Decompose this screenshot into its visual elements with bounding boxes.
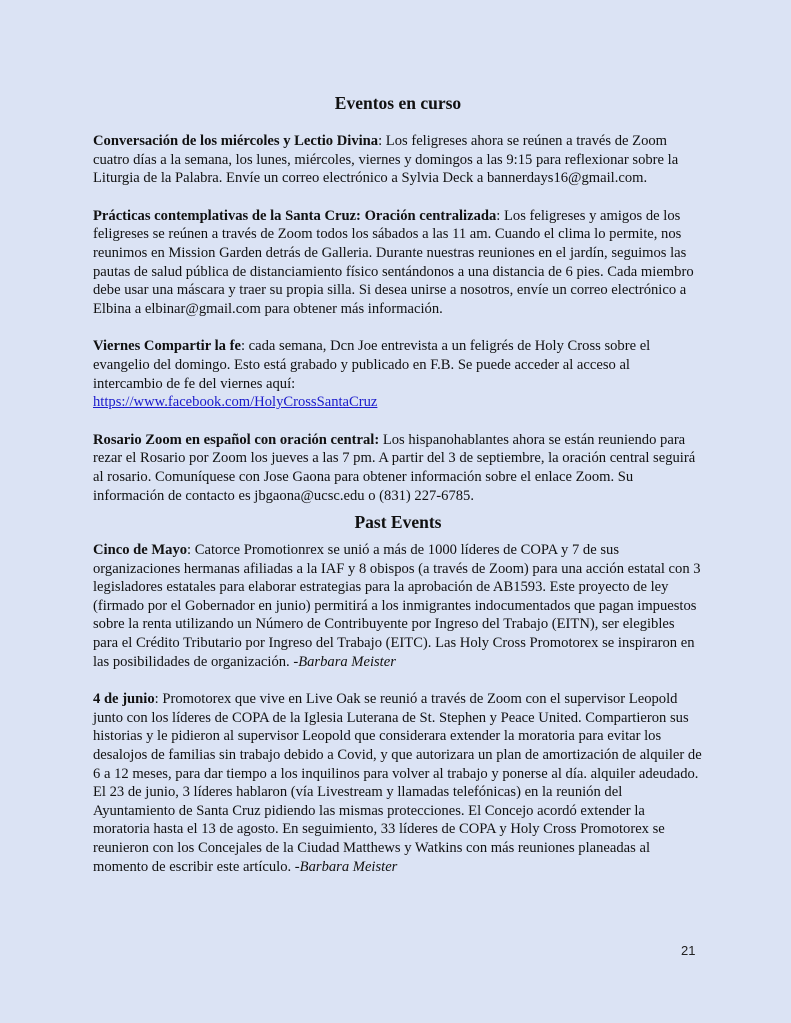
event-friday-faith-sharing: Viernes Compartir la fe: cada semana, Dcn Joe entrevista a un feligrés de Holy Cross sobre el evangelio del domingo. Esto está grabado y publicado en F.B. Se puede acceder al acceso al intercambio de fe del viernes aquí: https://www.facebook.com/HolyCrossSantaCruz [93,338,651,411]
event-contemplative-practices: Prácticas contemplativas de la Santa Cruz: Oración centralizada: Los feligreses y amigos de los feligreses se reúnen a través de Zoom todos los sábados a las 11 am. Cuando el clima lo permite, nos reunimos en Mission Garden detrás de Galleria. Durante nuestras reuniones en el jardín, seguimos las pautas de salud pública de distanciamiento físico sentándonos a una distancia de 6 pies. Cada miembro debe usar una máscara y traer su propia silla. Si desea unirse a nosotros, envíe un correo electrónico a Elbina a elbinar@gmail.com para obtener más información. [93,207,694,317]
event-body: Los feligreses y amigos de los feligreses se reúnen a través de Zoom todos los sábados a las 11 am. Cuando el clima lo permite, nos reunimos en Mission Garden detrás de Galleria. Durante nuestras reuniones en el jardín, seguimos las pautas de salud pública de distanciamiento físico sentándonos a una distancia de 6 pies. Cada miembro debe usar una máscara y traer su propia silla. Si desea unirse a nosotros, envíe un correo electrónico a Elbina a elbinar@gmail.com para obtener más información. [93,207,694,317]
past-events-heading: Past Events [354,512,442,533]
facebook-link[interactable]: https://www.facebook.com/HolyCrossSantaCruz [93,394,378,411]
event-body: Los hispanohablantes ahora se están reuniendo para rezar el Rosario por Zoom los jueves a las 7 pm. A partir del 3 de septiembre, la oración central seguirá al rosario. Comuníquese con Jose Gaona para obtener información sobre el enlace Zoom. Su información de contacto es jbgaona@ucsc.edu o (831) 227-6785. [93,431,696,504]
event-body: cada semana, Dcn Joe entrevista a un feligrés de Holy Cross sobre el evangelio del domingo. Esto está grabado y publicado en F.B. Se puede acceder al acceso al intercambio de fe del viernes aquí: [93,338,651,392]
event-title: Conversación de los miércoles y Lectio Divina [93,133,379,149]
event-zoom-rosary [93,431,703,505]
event-body: Promotorex que vive en Live Oak se reunió a través de Zoom con el supervisor Leopold junto con los líderes de COPA de la Iglesia Luterana de St. Stephen y Peace United. Compartieron sus historias y le pidieron al supervisor Leopold que considerara extender la moratoria para evitar los desalojos de familias sin trabajo debido a Covid, y que autorizara un plan de amortización de alquiler de 6 a 12 meses, para dar tiempo a los inquilinos para volver al trabajo y ponerse al día. alquiler adeudado. El 23 de junio, 3 líderes hablaron (vía Livestream y llamadas telefónicas) en la reunión del Ayuntamiento de Santa Cruz pidiendo las mismas protecciones. El Concejo acordó extender la moratoria hasta el 13 de agosto. En seguimiento, 33 líderes de COPA y Holy Cross Promotorex se reunieron con los Concejales de la Ciudad Matthews y Watkins con más reuniones planeadas al momento de escribir este artículo. - [93,691,702,875]
event-wednesday-lectio: Conversación de los miércoles y Lectio Divina: Los feligreses ahora se reúnen a través de Zoom cuatro días a la semana, los lunes, miércoles, viernes y domingos a las 9:15 para reflexionar sobre la Liturgia de la Palabra. Envíe un correo electrónico a Sylvia Deck a bannerdays16@gmail.com. [93,133,679,187]
event-body: Catorce Promotionrex se unió a más de 1000 líderes de COPA y 7 de sus organizaciones hermanas afiliadas a la IAF y 8 obispos (a través de Zoom) para una acción estatal con 3 legisladores estatales para elaborar estrategias para la aprobación de AB1593. Este proyecto de ley (firmado por el Gobernador en junio) permitirá a los inmigrantes indocumentados que pagan impuestos sobre la renta utilizando un Número de Contribuyente por Ingreso del Trabajo (EITN), ser elegibles para el Crédito Tributario por Ingreso del Trabajo (EITC). Las Holy Cross Promotorex se inspiraron en las posibilidades de organización. - [93,542,701,670]
event-title: Viernes Compartir la fe [93,338,241,355]
event-author: Barbara Meister [299,858,398,875]
page-number: 21 [681,943,696,958]
event-title: Prácticas contemplativas de la Santa Cruz: Oración centralizada [93,207,497,224]
event-title: Cinco de Mayo [93,542,188,559]
event-author: Barbara Meister [298,653,396,670]
event-body: Los feligreses ahora se reúnen a través de Zoom cuatro días a la semana, los lunes, miércoles, viernes y domingos a las 9:15 para reflexionar sobre la Liturgia de la Palabra. Envíe un correo electrónico a Sylvia Deck a bannerdays16@gmail.com. [93,133,679,187]
event-cinco-de-mayo: Cinco de Mayo: Catorce Promotionrex se unió a más de 1000 líderes de COPA y 7 de sus organizaciones hermanas afiliadas a la IAF y 8 obispos (a través de Zoom) para una acción estatal con 3 legisladores estatales para elaborar estrategias para la aprobación de AB1593. Este proyecto de ley (firmado por el Gobernador en junio) permitirá a los inmigrantes indocumentados que pagan impuestos sobre la renta utilizando un Número de Contribuyente por Ingreso del Trabajo (EITN), ser elegibles para el Crédito Tributario por Ingreso del Trabajo (EITC). Las Holy Cross Promotorex se inspiraron en las posibilidades de organización. -Barbara Meister [93,542,701,670]
event-title: 4 de junio [93,691,155,708]
event-june-4: 4 de junio: Promotorex que vive en Live Oak se reunió a través de Zoom con el supervisor Leopold junto con los líderes de COPA de la Iglesia Luterana de St. Stephen y Peace United. Compartieron sus historias y le pidieron al supervisor Leopold que considerara extender la moratoria para evitar los desalojos de familias sin trabajo debido a Covid, y que autorizara un plan de amortización de alquiler de 6 a 12 meses, para dar tiempo a los inquilinos para volver al trabajo y ponerse al día. alquiler adeudado. El 23 de junio, 3 líderes hablaron (vía Livestream y llamadas telefónicas) en la reunión del Ayuntamiento de Santa Cruz pidiendo las mismas protecciones. El Concejo acordó extender la moratoria hasta el 13 de agosto. En seguimiento, 33 líderes de COPA y Holy Cross Promotorex se reunieron con los Concejales de la Ciudad Matthews y Watkins con más reuniones planeadas al momento de escribir este artículo. -Barbara Meister [93,691,702,875]
current-events-heading: Eventos en curso [334,93,462,113]
event-title: Rosario Zoom en español con oración central: [93,431,380,448]
document-page [93,92,703,895]
